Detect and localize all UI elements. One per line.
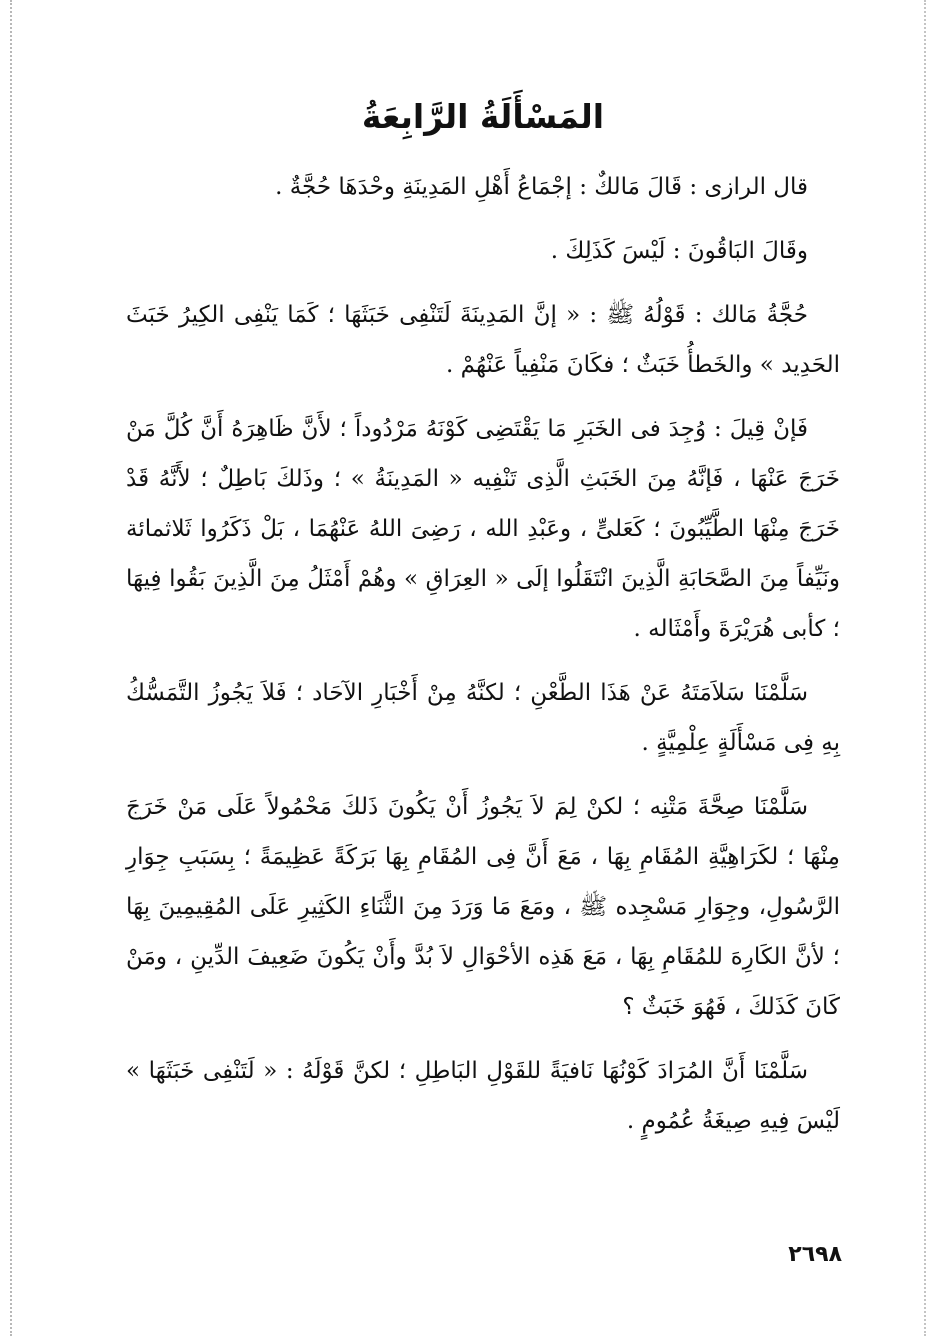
paragraph-razi-quote: قال الرازى : قَالَ مَالكٌ : إجْمَاعُ أَهْلِ المَدِينَةِ وحْدَهَا حُجَّةٌ .	[275, 174, 808, 200]
page-number: ٢٦٩٨	[788, 1242, 842, 1267]
scan-edge-left	[10, 0, 12, 1336]
scan-edge-right	[924, 0, 926, 1336]
paragraph-others-view: وقَالَ البَاقُونَ : لَيْسَ كَذَلِكَ .	[550, 238, 808, 264]
paragraph-objection: فَإنْ قِيلَ : وُجِدَ فى الخَبَرِ مَا يَقْتَضِى كَوْنَهُ مَرْدُوداً ؛ لأَنَّ ظَاهِرَهُ أَنَّ كُلَّ مَنْ خَرَجَ عَنْهَا ، فَإنَّهُ مِنَ الخَبَثِ الَّذِى تَنْفِيه « المَدِينَةُ » ؛ وذَلكَ بَاطِلٌ ؛ لأَنَّهُ قَدْ خَرَجَ مِنْهَا الطَّيِّبُونَ ؛ كَعَلىٍّ ، وعَبْدِ الله ، رَضِىَ اللهُ عَنْهُمَا ، بَلْ ذَكَرُوا ثَلاثمائة ونَيِّفاً مِنَ الصَّحَابَةِ الَّذِينَ انْتَقَلُوا إلَى « العِرَاقِ » وهُمْ أَمْثَلُ مِنَ الَّذِينَ بَقُوا فِيهَا ؛ كأبى هُرَيْرَةَ وأَمْثَاله .	[126, 416, 840, 642]
paragraph-generality-reply: سَلَّمْنَا أَنَّ المُرَادَ كَوْنُهَا نَافيَةً للقَوْلِ البَاطِلِ ؛ لكنَّ قَوْلَهُ : « لَتَنْفِى خَبَثَهَا » لَيْسَ فِيهِ صِيغَةُ عُمُومٍ .	[126, 1058, 840, 1134]
page-content	[126, 86, 840, 1156]
section-heading: المَسْأَلَةُ الرَّابِعَةُ	[361, 97, 605, 136]
paragraph-malik-argument: حُجَّةُ مَالك : قَوْلُهُ ﷺ : « إنَّ المَدِينَةَ لَتَنْفِى خَبَثَهَا ؛ كَمَا يَنْفِى الكِيرُ خَبَثَ الحَدِيد » والخَطأُ خَبَثٌ ؛ فكَانَ مَنْفِياً عَنْهُمْ .	[126, 302, 840, 378]
paragraph-matn-reply: سَلَّمْنَا صِحَّةَ مَتْنِه ؛ لكنْ لِمَ لاَ يَجُوزُ أَنْ يَكُونَ ذَلكَ مَحْمُولاً عَلَى مَنْ خَرَجَ مِنْهَا ؛ لكَرَاهِيَّةِ المُقَامِ بِهَا ، مَعَ أَنَّ فِى المُقَامِ بِهَا بَرَكَةً عَظِيمَةً ؛ بِسَبَبِ جِوَارِ الرَّسُولِ، وجِوَارِ مَسْجِده ﷺ ، ومَعَ مَا وَرَدَ مِنَ الثَّنَاءِ الكَثِيرِ عَلَى المُقِيمِينَ بِهَا ؛ لأنَّ الكَارِهَ للمُقَامِ بِهَا ، مَعَ هَذِه الأحْوَالِ لاَ بُدَّ وأَنْ يَكُونَ ضَعِيفَ الدِّينِ ، ومَنْ كَانَ كَذَلكَ ، فَهُوَ خَبَثٌ ؟	[126, 794, 840, 1020]
paragraph-ahad-reply: سَلَّمْنَا سَلاَمَتَهُ عَنْ هَذَا الطَّعْنِ ؛ لكنَّهُ مِنْ أَخْبَارِ الآحَاد ؛ فَلاَ يَجُوزُ التَّمَسُّكُ بِهِ فِى مَسْأَلَةٍ عِلْمِيَّةٍ .	[126, 680, 840, 756]
